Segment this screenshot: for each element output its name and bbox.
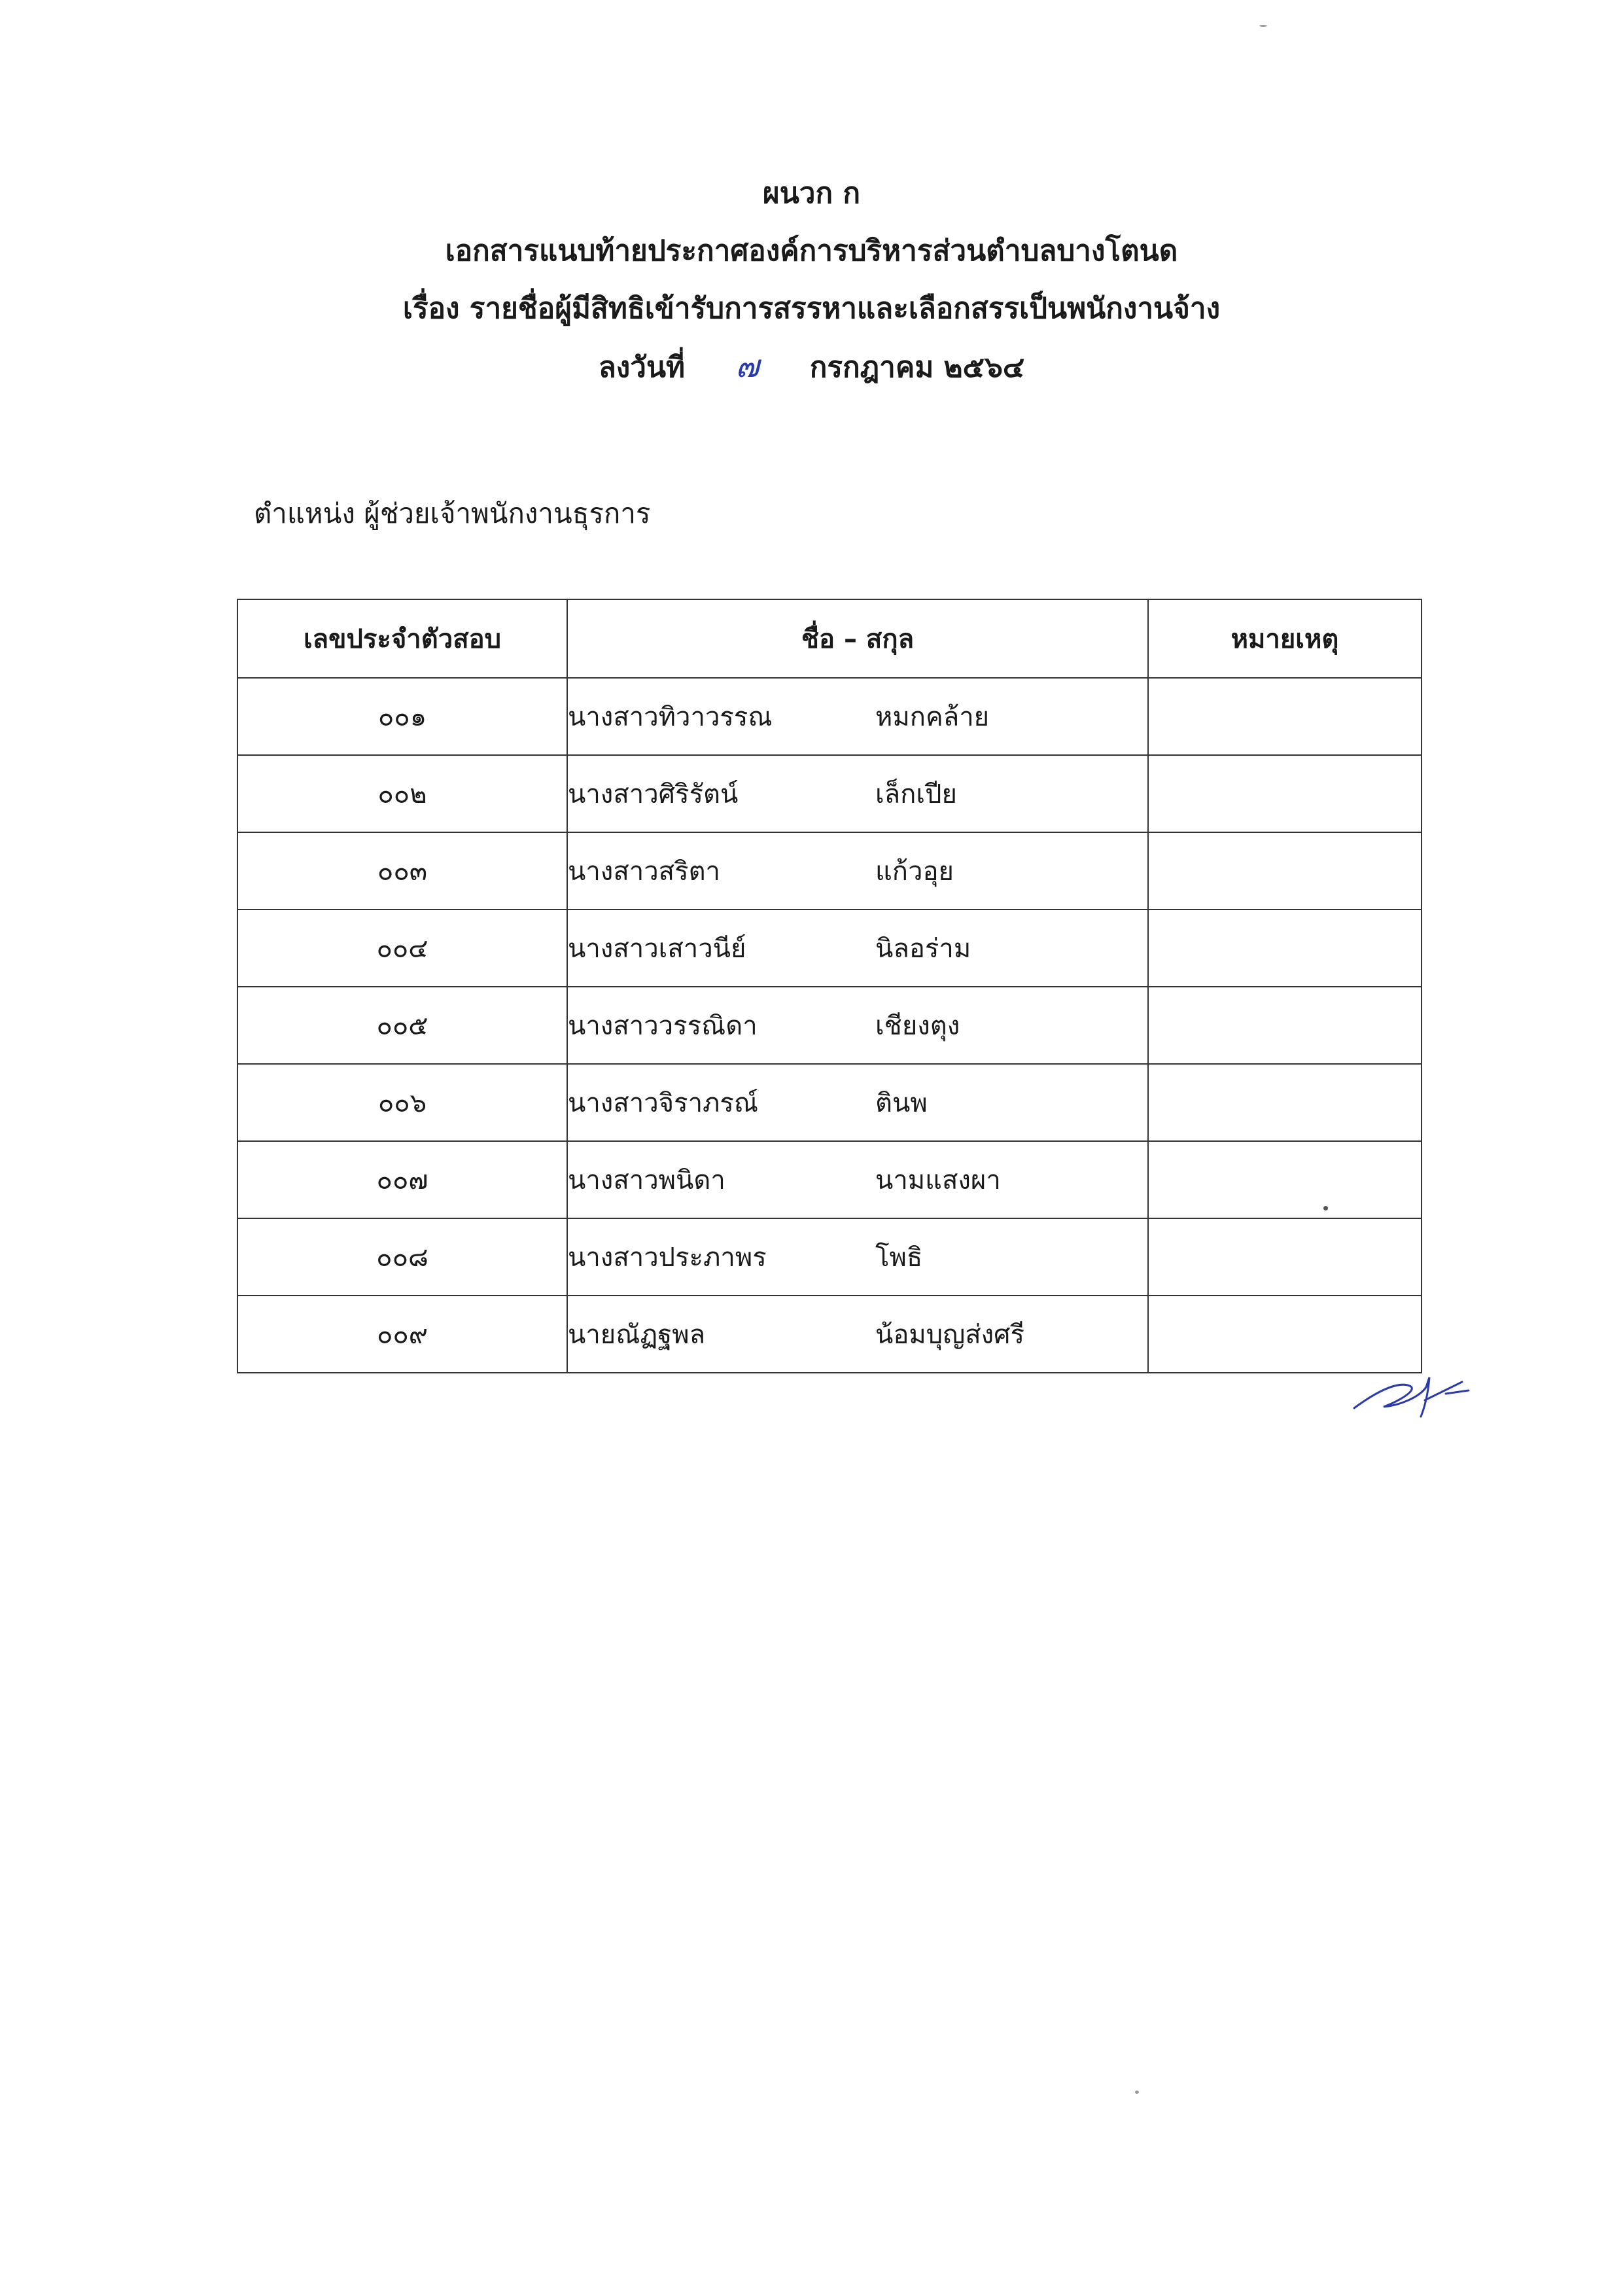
candidate-table [237,599,1422,1373]
remark-cell [1148,755,1422,832]
first-name: นางสาวจิราภรณ์ [568,1088,759,1118]
exam-id-cell: ๐๐๗ [237,1141,567,1218]
last-name: โพธิ [875,1243,923,1273]
table-row [237,678,1422,755]
remark-cell [1148,910,1422,987]
table-body [237,678,1422,1373]
remark-cell [1148,1296,1422,1373]
full-name-cell [567,1064,1148,1141]
full-name-cell [567,832,1148,910]
full-name-cell [567,910,1148,987]
subject-line: เรื่อง รายชื่อผู้มีสิทธิเข้ารับการสรรหาและเลือกสรรเป็นพนักงานจ้าง [402,292,1221,325]
full-name-cell [567,987,1148,1064]
remark-cell [1148,987,1422,1064]
signature-mark [1348,1368,1472,1420]
table-row [237,755,1422,832]
first-name: นายณัฏฐพล [568,1320,706,1350]
last-name: แก้วอุย [875,857,954,887]
remark-cell [1148,832,1422,910]
last-name: นิลอร่าม [875,934,971,964]
table-row [237,910,1422,987]
exam-id-cell: ๐๐๕ [237,987,567,1064]
remark-cell [1148,1218,1422,1296]
header-remark: หมายเหตุ [1148,599,1422,678]
document-title: เอกสารแนบท้ายประกาศองค์การบริหารส่วนตำบลบางโตนด [445,234,1178,268]
full-name-cell [567,678,1148,755]
first-name: นางสาวพนิดา [568,1165,725,1195]
header-exam-id: เลขประจำตัวสอบ [237,599,567,678]
exam-id-cell: ๐๐๘ [237,1218,567,1296]
remark-cell [1148,1064,1422,1141]
exam-id-cell: ๐๐๔ [237,910,567,987]
remark-cell [1148,1141,1422,1218]
full-name-cell [567,755,1148,832]
position-value: ผู้ช่วยเจ้าพนักงานธุรการ [364,497,651,529]
table-header-row [237,599,1422,678]
position-line [254,487,650,540]
exam-id-cell: ๐๐๖ [237,1064,567,1141]
scan-speck [1259,25,1267,27]
table-row [237,1218,1422,1296]
last-name: หมกคล้าย [875,702,990,732]
header-full-name: ชื่อ – สกุล [567,599,1148,678]
last-name: ตินพ [875,1088,928,1118]
exam-id-cell: ๐๐๓ [237,832,567,910]
first-name: นางสาวทิวาวรรณ [568,702,773,732]
first-name: นางสาวประภาพร [568,1243,767,1273]
table-row [237,832,1422,910]
date-prefix: ลงวันที่ [598,351,686,384]
appendix-title: ผนวก ก [762,177,861,210]
document-header [0,165,1623,395]
exam-id-cell: ๐๐๒ [237,755,567,832]
first-name: นางสาววรรณิดา [568,1011,758,1041]
table-row [237,1296,1422,1373]
first-name: นางสาวเสาวนีย์ [568,934,746,964]
date-month-year: กรกฎาคม ๒๕๖๔ [809,351,1025,384]
table-row [237,1064,1422,1141]
date-line [0,338,1623,395]
last-name: เชียงตุง [875,1011,960,1041]
exam-id-cell: ๐๐๑ [237,678,567,755]
table-row [237,987,1422,1064]
first-name: นางสาวศิริรัตน์ [568,779,739,809]
scan-speck [1135,2091,1139,2094]
last-name: น้อมบุญส่งศรี [875,1320,1025,1350]
scan-speck [1323,1206,1328,1210]
full-name-cell [567,1141,1148,1218]
remark-cell [1148,678,1422,755]
last-name: นามแสงผา [875,1165,1001,1195]
exam-id-cell: ๐๐๙ [237,1296,567,1373]
table-row [237,1141,1422,1218]
date-day-handwritten: ๗ [735,348,759,385]
full-name-cell [567,1218,1148,1296]
full-name-cell [567,1296,1148,1373]
position-label: ตำแหน่ง [254,497,355,529]
first-name: นางสาวสริตา [568,857,721,887]
last-name: เล็กเปีย [875,779,957,809]
